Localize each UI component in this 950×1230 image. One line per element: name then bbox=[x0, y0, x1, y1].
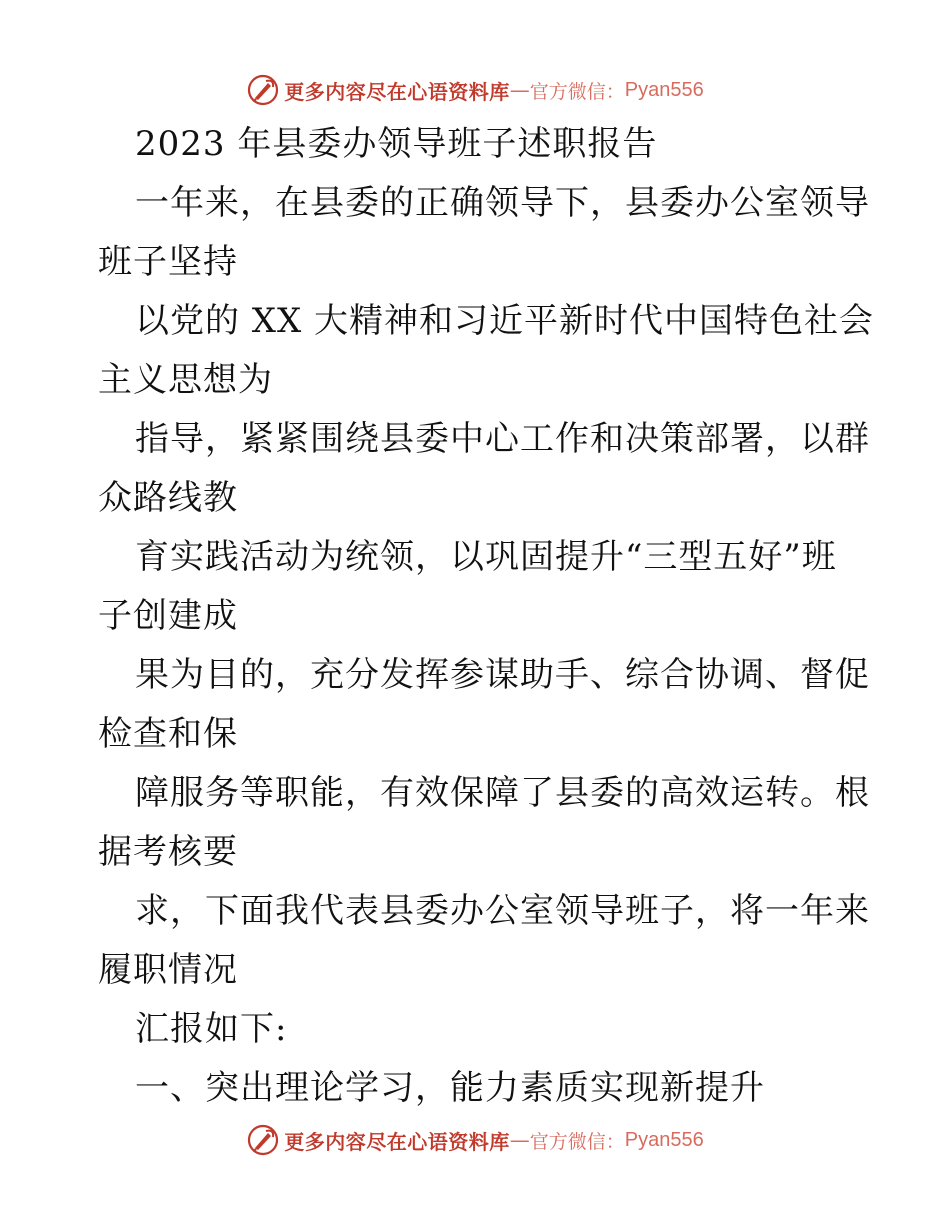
banner-dash: — bbox=[509, 78, 530, 102]
paragraph-line: 众路线教 bbox=[98, 478, 238, 518]
paragraph-line: 求，下面我代表县委办公室领导班子，将一年来 bbox=[135, 891, 870, 931]
banner-wechat-id: Pyan556 bbox=[624, 78, 704, 101]
banner-dash: — bbox=[509, 1128, 530, 1152]
banner-wechat-id: Pyan556 bbox=[624, 1128, 704, 1151]
banner-sub-text: 官方微信： bbox=[529, 1130, 625, 1153]
paragraph-line: 检查和保 bbox=[98, 714, 238, 754]
paragraph-line: 指导，紧紧围绕县委中心工作和决策部署，以群 bbox=[135, 419, 870, 459]
paragraph-line: 班子坚持 bbox=[98, 242, 238, 282]
paragraph-line: 一年来，在县委的正确领导下，县委办公室领导 bbox=[135, 183, 870, 223]
paragraph-line: 履职情况 bbox=[98, 950, 238, 990]
banner-sub-text: 官方微信： bbox=[529, 80, 625, 103]
section-heading: 一、突出理论学习，能力素质实现新提升 bbox=[135, 1068, 765, 1108]
paragraph-line: 果为目的，充分发挥参谋助手、综合协调、督促 bbox=[135, 655, 870, 695]
quill-pen-logo-icon bbox=[246, 73, 280, 107]
header-watermark-banner bbox=[0, 70, 950, 110]
paragraph-line: 据考核要 bbox=[98, 832, 238, 872]
quill-pen-logo-icon bbox=[246, 1123, 280, 1157]
paragraph-line: 以党的 XX 大精神和习近平新时代中国特色社会 bbox=[135, 301, 875, 341]
banner-main-text: 更多内容尽在心语资料库 bbox=[284, 79, 510, 104]
document-title: 2023 年县委办领导班子述职报告 bbox=[135, 124, 658, 164]
paragraph-line: 汇报如下: bbox=[135, 1009, 288, 1049]
banner-main-text: 更多内容尽在心语资料库 bbox=[284, 1129, 510, 1154]
paragraph-line: 主义思想为 bbox=[98, 360, 273, 400]
paragraph-line: 子创建成 bbox=[98, 596, 238, 636]
paragraph-line: 育实践活动为统领，以巩固提升“三型五好”班 bbox=[135, 537, 837, 577]
footer-watermark-banner bbox=[0, 1120, 950, 1160]
paragraph-line: 障服务等职能，有效保障了县委的高效运转。根 bbox=[135, 773, 870, 813]
